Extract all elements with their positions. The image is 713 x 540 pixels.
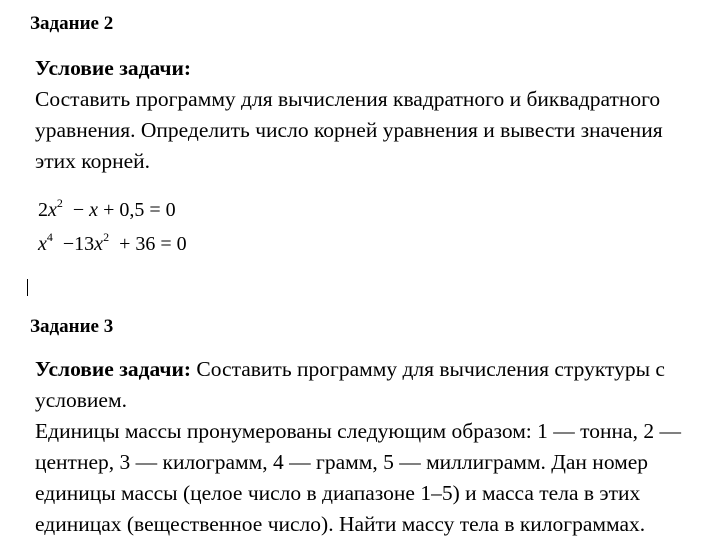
task2-condition-label [35, 53, 707, 84]
task3-condition [35, 354, 707, 416]
task3-heading: Задание 3 [30, 316, 114, 337]
text-cursor [27, 279, 28, 296]
task3-condition-text: Единицы массы пронумерованы следующим образом: 1 — тонна, 2 — центнер, 3 — килограмм, 4 — грамм, 5 — миллиграмм. Дан номер единицы массы (целое число в диапазоне 1–5) и масса тела в этих единицах (вещественное число). Найти массу тела в килограммах. [35, 419, 681, 536]
equation-quadratic [38, 196, 176, 221]
equation-biquadratic-text: $x^4 -13x^2 + 36 = 0$ [38, 230, 187, 255]
equation-biquadratic [38, 230, 187, 255]
task2-heading: Задание 2 [30, 13, 114, 34]
task2-condition-text: Составить программу для вычисления квадратного и биквадратного уравнения. Определить число корней уравнения и вывести значения этих корней. [35, 87, 663, 173]
condition-label: Условие задачи: [35, 56, 192, 80]
task3-intro-text: Составить программу для вычисления структуры с условием. [35, 357, 665, 412]
equation-quadratic-text: $2x^2 - x + 0,5 = 0$ [38, 196, 176, 221]
condition-label: Условие задачи: [35, 357, 192, 381]
